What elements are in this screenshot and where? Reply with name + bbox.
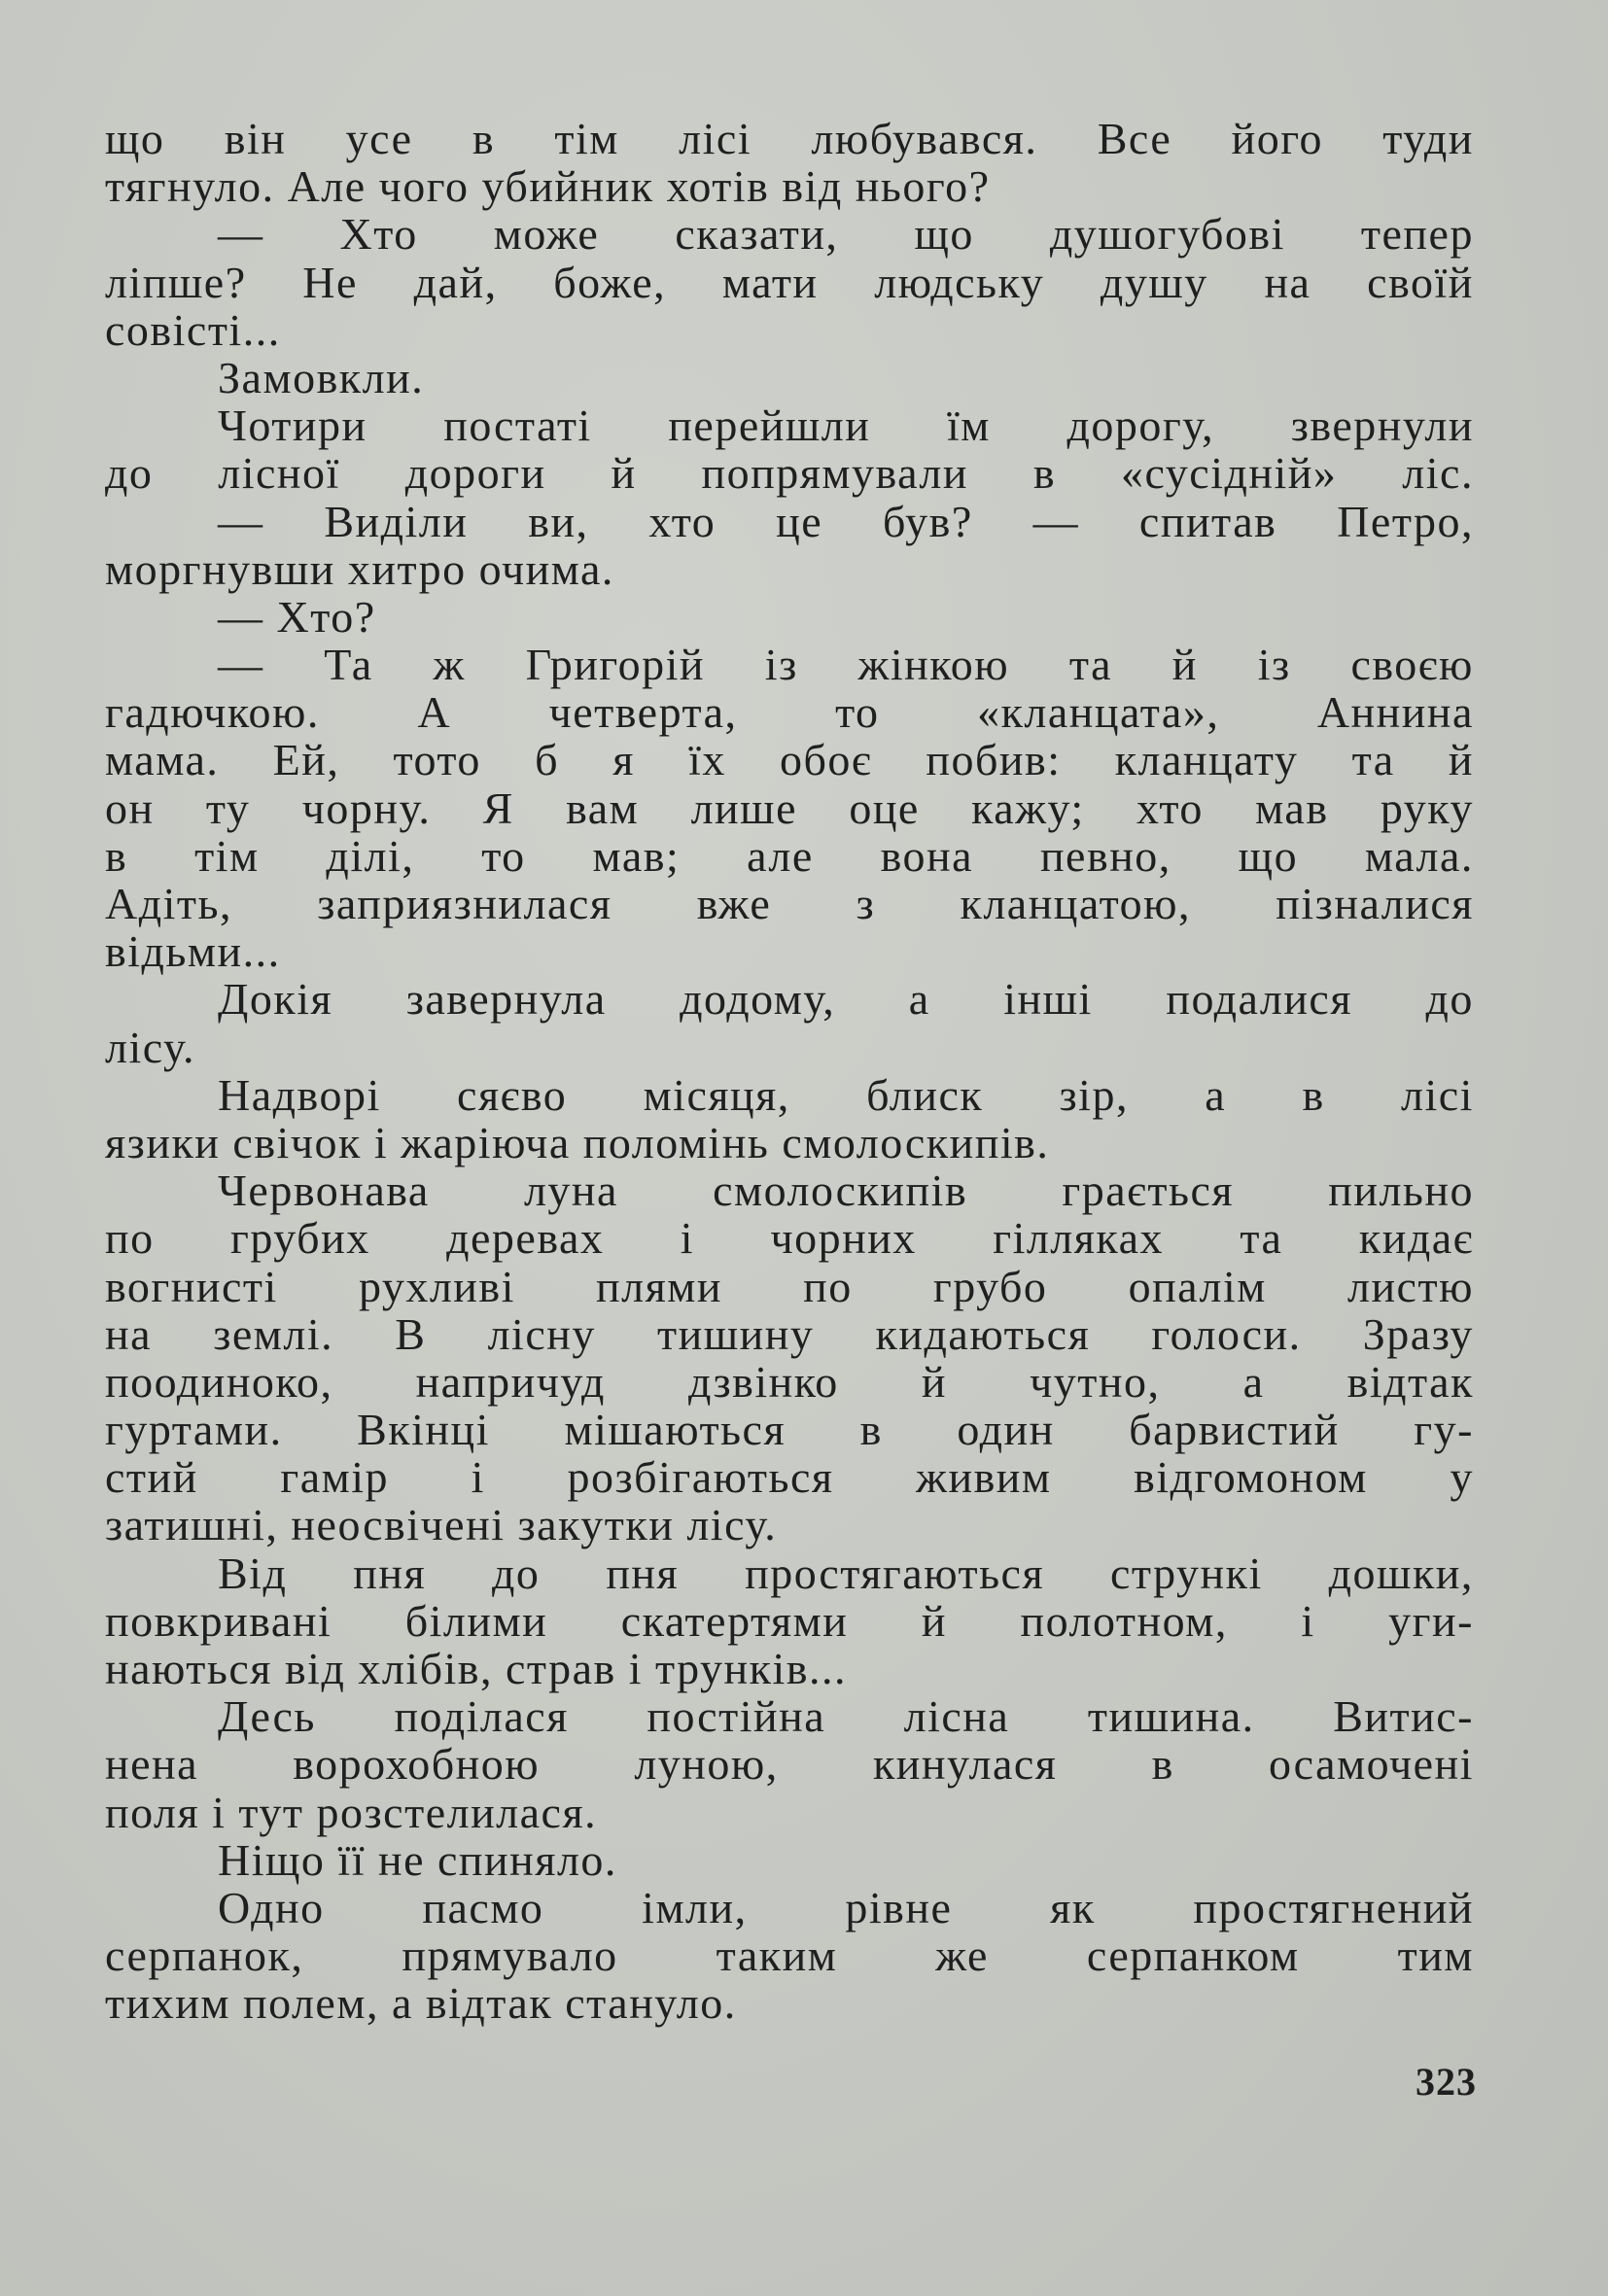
text-line xyxy=(105,401,1474,449)
word: білими xyxy=(404,1595,548,1646)
text-line xyxy=(105,1549,1474,1597)
text-line: моргнувши хитро очима. xyxy=(105,543,614,594)
text-line xyxy=(105,449,1474,497)
word: кидає xyxy=(1358,1213,1474,1264)
word: своїй xyxy=(1367,257,1474,307)
word: їх xyxy=(688,735,726,785)
word: мала. xyxy=(1364,830,1474,881)
word: Не xyxy=(302,257,358,307)
word: осамочені xyxy=(1269,1739,1474,1790)
word: із xyxy=(1257,640,1291,690)
word: четверта, xyxy=(548,687,738,738)
word: кланцатою, xyxy=(960,879,1192,928)
word: стий xyxy=(105,1452,198,1503)
word: нена xyxy=(105,1739,199,1790)
text-line xyxy=(105,1406,1474,1453)
word: Та xyxy=(324,640,373,690)
word: ліс. xyxy=(1402,448,1474,499)
word: «сусідній» xyxy=(1120,448,1338,499)
text-line xyxy=(105,498,1474,545)
word: а xyxy=(908,974,930,1025)
text-line: Замовкли. xyxy=(218,352,425,402)
text-line xyxy=(105,880,1474,927)
word: у xyxy=(1450,1452,1474,1503)
word: до xyxy=(492,1548,541,1598)
word: Григорій xyxy=(525,640,705,690)
text-line: наються від хлібів, страв і трунків... xyxy=(105,1644,848,1693)
word: таким xyxy=(716,1931,838,1981)
text-line xyxy=(105,688,1474,736)
word: Адіть, xyxy=(105,879,232,928)
word: блиск xyxy=(866,1069,984,1120)
word: Зразу xyxy=(1362,1308,1474,1359)
word: місяця, xyxy=(643,1069,790,1120)
word: В xyxy=(395,1308,427,1359)
word: заприязнилася xyxy=(317,879,612,928)
word: ворохобною xyxy=(293,1739,541,1790)
word: мав; xyxy=(592,830,681,881)
word: пня xyxy=(353,1548,427,1598)
word: обоє xyxy=(780,735,873,785)
word: пізналися xyxy=(1276,879,1474,928)
word: полотном, xyxy=(1020,1595,1228,1646)
word: що xyxy=(1238,830,1299,881)
text-line: лісу. xyxy=(105,1022,195,1072)
word: вже xyxy=(696,879,772,928)
word: в xyxy=(472,114,496,163)
text-line: — Хто? xyxy=(218,591,376,642)
text-line xyxy=(105,1597,1474,1645)
word: був? xyxy=(882,496,973,546)
word: тим xyxy=(1397,1931,1474,1981)
word: подалися xyxy=(1166,974,1353,1025)
word: дороги xyxy=(404,448,546,499)
word: поодиноко, xyxy=(105,1356,333,1407)
word: кланцату xyxy=(1114,735,1299,785)
word: душу xyxy=(1100,257,1208,307)
word: а xyxy=(1242,1356,1265,1407)
word: Хто xyxy=(339,209,418,260)
word: лісну xyxy=(487,1308,596,1359)
word: Петро, xyxy=(1337,496,1474,546)
text-line: совісті... xyxy=(105,304,281,355)
word: на xyxy=(1264,257,1311,307)
text-line xyxy=(105,1740,1474,1788)
word: Ей, xyxy=(272,735,340,785)
word: завернула xyxy=(405,974,607,1025)
word: простягаються xyxy=(745,1548,1045,1598)
word: й xyxy=(1171,640,1198,690)
word: мішаються xyxy=(564,1405,787,1455)
word: Виділи xyxy=(324,496,469,546)
word: барвистий xyxy=(1129,1405,1340,1455)
word: гу- xyxy=(1414,1405,1474,1455)
word: лісної xyxy=(218,448,340,499)
text-line xyxy=(105,210,1474,258)
word: вогнисті xyxy=(105,1261,278,1311)
word: побив: xyxy=(926,735,1062,785)
word: на xyxy=(105,1308,153,1359)
word: а xyxy=(1205,1069,1227,1120)
word: своєю xyxy=(1350,640,1474,690)
word: але xyxy=(747,830,814,881)
text-line xyxy=(105,1310,1474,1358)
word: оце xyxy=(849,783,920,833)
word: он xyxy=(105,783,155,833)
word: тишина. xyxy=(1087,1691,1255,1742)
word: мама. xyxy=(105,735,220,785)
word: по xyxy=(105,1213,155,1264)
word: — xyxy=(218,640,264,690)
word: напричуд xyxy=(415,1356,606,1407)
text-line: поля і тут розстелилася. xyxy=(105,1787,598,1837)
word: кидаються xyxy=(875,1308,1091,1359)
word: грається xyxy=(1062,1165,1235,1216)
word: і xyxy=(680,1213,695,1264)
word: спитав xyxy=(1138,496,1277,546)
word: туди xyxy=(1382,114,1474,163)
word: любувався. xyxy=(811,114,1038,163)
word: інші xyxy=(1003,974,1093,1025)
word: дорогу, xyxy=(1066,400,1215,451)
word: перейшли xyxy=(668,400,871,451)
word: «кланцата», xyxy=(977,687,1220,738)
word: Надворі xyxy=(218,1069,381,1120)
word: один xyxy=(957,1405,1055,1455)
word: й xyxy=(611,448,637,499)
word: дзвінко xyxy=(687,1356,839,1407)
word: грубих xyxy=(230,1213,370,1264)
word: Аннина xyxy=(1316,687,1474,738)
word: відтак xyxy=(1346,1356,1474,1407)
word: рівне xyxy=(845,1882,953,1932)
word: тото xyxy=(393,735,481,785)
word: ви, xyxy=(528,496,589,546)
word: Червонава xyxy=(218,1165,430,1216)
text-line xyxy=(105,1214,1474,1262)
word: тім xyxy=(554,114,619,163)
word: та xyxy=(1068,640,1112,690)
word: чорних xyxy=(770,1213,917,1264)
word: до xyxy=(1425,974,1474,1025)
word: поділася xyxy=(394,1691,569,1742)
word: лісна xyxy=(903,1691,1010,1742)
word: уги- xyxy=(1388,1595,1474,1646)
word: кинулася xyxy=(872,1739,1058,1790)
word: лише xyxy=(690,783,798,833)
text-line: затишні, неосвічені закутки лісу. xyxy=(105,1500,778,1550)
word: скатертями xyxy=(620,1595,849,1646)
word: — xyxy=(218,496,264,546)
word: Чотири xyxy=(218,400,367,451)
word: то xyxy=(835,687,880,738)
word: — xyxy=(218,209,264,260)
word: імли, xyxy=(642,1882,748,1932)
word: рухливі xyxy=(358,1261,515,1311)
text-line: тягнуло. Але чого убийник хотів від нього? xyxy=(105,161,991,212)
word: в xyxy=(859,1405,883,1455)
word: то xyxy=(481,830,526,881)
word: плями xyxy=(596,1261,722,1311)
word: тишину xyxy=(657,1308,815,1359)
word: я xyxy=(612,735,635,785)
text-line: тихим полем, а відтак стануло. xyxy=(105,1978,737,2029)
word: — xyxy=(1032,496,1080,546)
word: деревах xyxy=(446,1213,605,1264)
text-line xyxy=(105,1358,1474,1406)
text-line xyxy=(105,975,1474,1023)
text-line xyxy=(105,641,1474,688)
word: стрункі xyxy=(1110,1548,1263,1598)
word: відгомоном xyxy=(1134,1452,1368,1503)
word: повкривані xyxy=(105,1595,332,1646)
word: Одно xyxy=(218,1882,325,1932)
word: попрямували xyxy=(701,448,968,499)
word: він xyxy=(224,114,287,163)
word: чорну. xyxy=(301,783,432,833)
word: по xyxy=(803,1261,853,1311)
word: боже, xyxy=(553,257,667,307)
word: тепер xyxy=(1360,209,1474,260)
word: й xyxy=(921,1595,947,1646)
word: Десь xyxy=(218,1691,316,1742)
word: прямувало xyxy=(402,1931,618,1981)
word: постаті xyxy=(443,400,592,451)
text-line xyxy=(105,1263,1474,1310)
word: дай, xyxy=(413,257,498,307)
word: Докія xyxy=(218,974,333,1025)
word: що xyxy=(914,209,974,260)
word: ділі, xyxy=(326,830,415,881)
word: дошки, xyxy=(1328,1548,1474,1598)
word: Вкінці xyxy=(357,1405,490,1455)
word: до xyxy=(105,448,154,499)
word: може xyxy=(493,209,600,260)
text-line xyxy=(105,115,1474,162)
page-number: 323 xyxy=(1416,2060,1477,2104)
text-line xyxy=(105,736,1474,783)
word: їм xyxy=(946,400,991,451)
text-line xyxy=(105,259,1474,306)
word: хто xyxy=(648,496,717,546)
word: усе xyxy=(345,114,413,163)
word: пня xyxy=(606,1548,680,1598)
word: пильно xyxy=(1328,1165,1474,1216)
word: й xyxy=(921,1356,947,1407)
word: та xyxy=(1240,1213,1283,1264)
text-line xyxy=(105,1166,1474,1214)
word: в xyxy=(1151,1739,1174,1790)
word: А xyxy=(417,687,452,738)
word: гадючкою. xyxy=(105,687,320,738)
text-line: відьми... xyxy=(105,926,281,977)
word: руку xyxy=(1380,783,1474,833)
word: луною, xyxy=(634,1739,779,1790)
word: сяєво xyxy=(457,1069,568,1120)
word: серпанком xyxy=(1086,1931,1300,1981)
word: мав xyxy=(1255,783,1329,833)
word: ту xyxy=(205,783,251,833)
text-line xyxy=(105,1453,1474,1501)
word: живим xyxy=(916,1452,1052,1503)
text-line xyxy=(105,832,1474,880)
word: смолоскипів xyxy=(713,1165,968,1216)
word: ліпше? xyxy=(105,257,247,307)
word: зір, xyxy=(1059,1069,1129,1120)
word: як xyxy=(1050,1882,1096,1932)
word: в xyxy=(1032,448,1057,499)
word: сказати, xyxy=(675,209,839,260)
word: чутно, xyxy=(1030,1356,1161,1407)
word: і xyxy=(471,1452,485,1503)
word: кажу; xyxy=(971,783,1085,833)
word: із xyxy=(764,640,798,690)
word: простягнений xyxy=(1193,1882,1474,1932)
word: Я xyxy=(482,783,514,833)
word: Все xyxy=(1097,114,1172,163)
word: лісі xyxy=(679,114,752,163)
word: листю xyxy=(1346,1261,1474,1311)
word: вона xyxy=(880,830,974,881)
word: ж xyxy=(433,640,466,690)
word: землі. xyxy=(213,1308,334,1359)
word: вам xyxy=(566,783,640,833)
word: розбігаються xyxy=(567,1452,834,1503)
word: це xyxy=(776,496,823,546)
text-line: Ніщо її не спиняло. xyxy=(218,1834,617,1885)
word: додому, xyxy=(680,974,836,1025)
word: тім xyxy=(194,830,260,881)
word: опалім xyxy=(1128,1261,1267,1311)
word: мати xyxy=(721,257,819,307)
word: душогубові xyxy=(1049,209,1285,260)
text-line xyxy=(105,1931,1474,1979)
word: грубо xyxy=(932,1261,1048,1311)
word: й xyxy=(1448,735,1474,785)
word: певно, xyxy=(1039,830,1171,881)
word: гілляках xyxy=(993,1213,1164,1264)
word: його xyxy=(1231,114,1323,163)
text-line xyxy=(105,1071,1474,1119)
word: постійна xyxy=(647,1691,826,1742)
text-line: язики свічок і жаріюча поломінь смолоскипів. xyxy=(105,1117,1050,1167)
word: в xyxy=(1302,1069,1325,1120)
word: серпанок, xyxy=(105,1931,304,1981)
word: жінкою xyxy=(857,640,1010,690)
word: в xyxy=(105,830,128,881)
word: пасмо xyxy=(422,1882,544,1932)
word: хто xyxy=(1136,783,1204,833)
word: людську xyxy=(874,257,1045,307)
word: Витис- xyxy=(1333,1691,1474,1742)
word: лісі xyxy=(1401,1069,1474,1120)
word: Від xyxy=(218,1548,288,1598)
word: гуртами. xyxy=(105,1405,283,1455)
word: звернули xyxy=(1290,400,1474,451)
text-line xyxy=(105,784,1474,832)
word: б xyxy=(535,735,560,785)
word: луна xyxy=(523,1165,618,1216)
text-line xyxy=(105,1692,1474,1740)
word: же xyxy=(935,1931,989,1981)
word: та xyxy=(1351,735,1395,785)
word: що xyxy=(105,114,165,163)
word: голоси. xyxy=(1151,1308,1302,1359)
word: гамір xyxy=(280,1452,390,1503)
text-line xyxy=(105,1884,1474,1931)
page-body-text xyxy=(105,115,1474,2028)
word: з xyxy=(856,879,876,928)
word: і xyxy=(1301,1595,1315,1646)
